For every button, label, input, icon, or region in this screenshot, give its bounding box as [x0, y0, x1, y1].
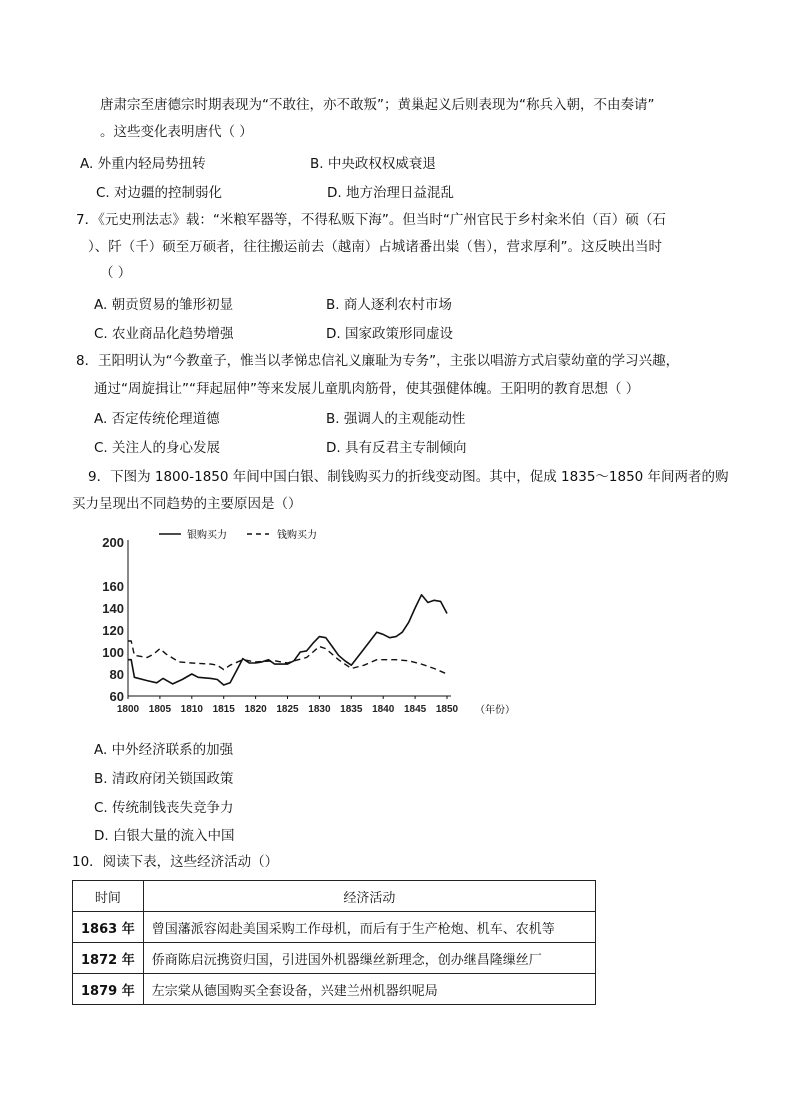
table-row	[73, 943, 596, 974]
table-header-activity: 经济活动	[143, 881, 595, 912]
q9-option-b[interactable]: B. 清政府闭关锁国政策	[94, 771, 234, 787]
q7-option-b[interactable]: B. 商人逐利农村市场	[326, 297, 452, 313]
x-tick-label: 1850	[435, 704, 459, 715]
q6-stem-line2: 。这些变化表明唐代（ ）	[100, 124, 253, 140]
chart-series	[128, 595, 447, 685]
table-cell-activity: 曾国藩派容闳赴美国采购工作母机，而后有于生产枪炮、机车、农机等	[143, 912, 595, 943]
y-tick-label: 60	[109, 689, 124, 704]
x-tick-label: 1830	[308, 704, 331, 715]
legend-label-copper: 钱购买力	[277, 530, 317, 541]
table-cell-activity: 侨商陈启沅携资归国，引进国外机器缫丝新理念，创办继昌隆缫丝厂	[143, 943, 595, 974]
q7-option-a[interactable]: A. 朝贡贸易的雏形初显	[94, 297, 234, 313]
x-tick-label: 1800	[116, 704, 140, 715]
q8-stem-line1: 8．王阳明认为“今教童子，惟当以孝悌忠信礼义廉耻为专务”，主张以唱游方式启蒙幼童的学习兴趣，	[76, 353, 680, 369]
q6-option-a[interactable]: A. 外重内轻局势扭转	[80, 156, 206, 172]
table-cell-activity: 左宗棠从德国购买全套设备，兴建兰州机器织呢局	[143, 974, 595, 1005]
q8-option-b[interactable]: B. 强调人的主观能动性	[326, 411, 466, 427]
table-header-row	[73, 881, 596, 912]
q9-stem-line2: 买力呈现出不同趋势的主要原因是（）	[72, 496, 302, 512]
q7-option-d[interactable]: D. 国家政策形同虚设	[326, 326, 453, 342]
q9-option-c[interactable]: C. 传统制钱丧失竞争力	[94, 800, 234, 816]
table-cell-year: 1879 年	[73, 974, 144, 1005]
table-row	[73, 974, 596, 1005]
y-tick-label: 200	[102, 535, 124, 550]
q7-stem-line1: 7．《元史刑法志》载：“米粮军器等，不得私贩下海”。但当时“广州官民于乡村籴米伯（百）硕（石	[76, 212, 666, 228]
q6-stem-line1: 唐肃宗至唐德宗时期表现为“不敢往，亦不敢叛”；黄巢起义后则表现为“称兵入朝，不由奏请”	[100, 97, 655, 113]
q7-stem-line3: （ ）	[100, 265, 132, 281]
q7-option-c[interactable]: C. 农业商品化趋势增强	[94, 326, 234, 342]
x-tick-label: 1805	[148, 704, 172, 715]
q10-stem: 10．阅读下表，这些经济活动（）	[72, 854, 279, 870]
table-header-time: 时间	[73, 881, 144, 912]
y-tick-label: 140	[102, 601, 124, 616]
q6-option-b[interactable]: B. 中央政权权威衰退	[310, 156, 436, 172]
q8-option-a[interactable]: A. 否定传统伦理道德	[94, 411, 220, 427]
x-tick-label: 1845	[403, 704, 427, 715]
chart-legend	[159, 528, 317, 541]
series-line-copper	[128, 641, 447, 674]
table-cell-year: 1863 年	[73, 912, 144, 943]
q6-option-c[interactable]: C. 对边疆的控制弱化	[96, 185, 223, 201]
q8-option-c[interactable]: C. 关注人的身心发展	[94, 440, 221, 456]
x-tick-label: 1810	[180, 704, 203, 715]
x-tick-label: 1815	[212, 704, 235, 715]
x-axis-title: （年份）	[475, 705, 515, 716]
economic-activities-table	[72, 880, 596, 1005]
table-row	[73, 912, 596, 943]
y-tick-label: 120	[102, 623, 124, 638]
x-tick-label: 1820	[244, 704, 267, 715]
x-tick-label: 1825	[276, 704, 299, 715]
y-tick-label: 160	[102, 579, 124, 594]
y-tick-label: 100	[102, 645, 124, 660]
q9-stem-line1: 9．下图为 1800-1850 年间中国白银、制钱购买力的折线变动图。其中，促成 1835～1850 年间两者的购	[88, 469, 729, 485]
chart-axes	[102, 535, 458, 715]
q8-option-d[interactable]: D. 具有反君主专制倾向	[326, 440, 467, 456]
x-tick-label: 1835	[340, 704, 363, 715]
q9-option-d[interactable]: D. 白银大量的流入中国	[94, 828, 235, 844]
purchasing-power-line-chart	[95, 526, 515, 722]
q8-stem-line2: 通过“周旋揖让”“拜起屈伸”等来发展儿童肌肉筋骨，使其强健体魄。王阳明的教育思想（ ）	[94, 381, 640, 397]
series-line-silver	[128, 595, 447, 685]
table-cell-year: 1872 年	[73, 943, 144, 974]
q6-option-d[interactable]: D. 地方治理日益混乱	[327, 185, 454, 201]
q7-stem-line2: ）、阡（千）硕至万硕者，往往搬运前去（越南）占城诸番出粜（售），营求厚利”。这反映出当时	[88, 239, 662, 255]
x-tick-label: 1840	[372, 704, 395, 715]
y-tick-label: 80	[109, 667, 124, 682]
legend-label-silver: 银购买力	[187, 530, 227, 541]
q9-option-a[interactable]: A. 中外经济联系的加强	[94, 742, 234, 758]
